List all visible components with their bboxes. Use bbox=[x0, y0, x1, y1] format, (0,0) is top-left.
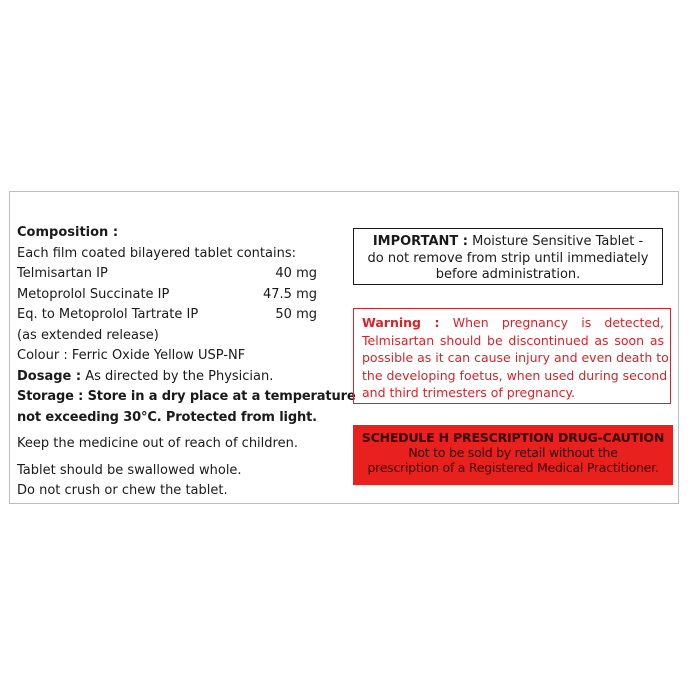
important-text: Moisture Sensitive Tablet - bbox=[468, 234, 644, 249]
warning-text: When pregnancy is detected, bbox=[439, 315, 664, 330]
important-line-1 bbox=[354, 234, 662, 251]
ingredient-qty: 50 mg bbox=[275, 307, 317, 322]
warning-line-5: and third trimesters of pregnancy. bbox=[362, 385, 576, 400]
ingredient-row bbox=[17, 264, 317, 285]
dosage-text: As directed by the Physician. bbox=[81, 368, 274, 384]
release-note: (as extended release) bbox=[17, 327, 159, 343]
dosage-label: Dosage : bbox=[17, 368, 82, 384]
colour-note: Colour : Ferric Oxide Yellow USP-NF bbox=[17, 348, 246, 363]
ingredient-name: Metoprolol Succinate IP bbox=[17, 286, 170, 302]
warning-box bbox=[353, 308, 671, 404]
swallow-line-1: Tablet should be swallowed whole. bbox=[17, 462, 242, 478]
important-line-3: before administration. bbox=[435, 267, 581, 282]
ingredient-name: Telmisartan IP bbox=[17, 266, 108, 281]
label-panel bbox=[9, 191, 679, 504]
schedule-line-1: Not to be sold by retail without the bbox=[408, 445, 618, 460]
schedule-line-2: prescription of a Registered Medical Practitioner. bbox=[367, 460, 659, 475]
storage-line-1: Storage : Store in a dry place at a temperature bbox=[17, 389, 356, 404]
ingredient-row bbox=[17, 305, 317, 326]
dosage-line bbox=[17, 367, 317, 388]
storage-line-2: not exceeding 30°C. Protected from light. bbox=[17, 409, 317, 425]
warning-line-4: the developing foetus, when used during second bbox=[362, 367, 668, 383]
warning-line-2: Telmisartan should be discontinued as soon as bbox=[362, 332, 664, 348]
ingredient-qty: 40 mg bbox=[275, 266, 317, 281]
important-line-2: do not remove from strip until immediately bbox=[367, 250, 649, 266]
ingredient-name: Eq. to Metoprolol Tartrate IP bbox=[17, 307, 199, 322]
warning-line-1 bbox=[362, 314, 664, 332]
composition-intro: Each film coated bilayered tablet contains: bbox=[17, 245, 296, 261]
important-label: IMPORTANT : bbox=[372, 234, 468, 249]
warning-label: Warning : bbox=[362, 315, 440, 330]
swallow-line-2: Do not crush or chew the tablet. bbox=[17, 483, 228, 498]
composition-heading: Composition : bbox=[17, 225, 119, 240]
schedule-title: SCHEDULE H PRESCRIPTION DRUG-CAUTION bbox=[361, 430, 665, 445]
ingredient-row bbox=[17, 285, 317, 306]
children-warning: Keep the medicine out of reach of children. bbox=[17, 436, 298, 451]
schedule-h-box bbox=[353, 425, 673, 485]
left-column bbox=[17, 223, 356, 502]
warning-line-3: possible as it can cause injury and even death to bbox=[362, 350, 669, 365]
ingredient-qty: 47.5 mg bbox=[263, 286, 317, 302]
important-box bbox=[353, 228, 663, 285]
